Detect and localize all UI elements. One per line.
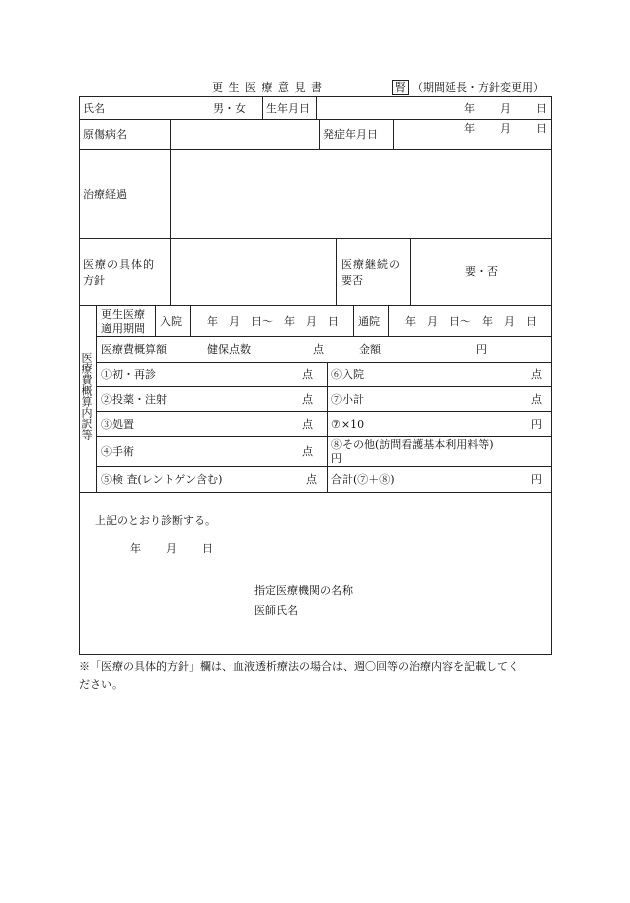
rule [262,96,263,119]
rule [96,305,97,492]
rule [410,238,411,305]
rule [96,336,552,337]
rule [96,411,552,412]
insurance-points-label: 健保点数 [207,343,251,356]
footer-day: 日 [202,542,213,555]
item-right-3: ⑦×10 [331,418,365,431]
rule [316,96,317,119]
period-label-2: 適用期間 [101,322,145,335]
rule [393,119,394,149]
gender-choice: 男・女 [213,102,246,115]
birth-month: 月 [500,102,511,115]
footer-year: 年 [130,542,141,555]
rule [353,305,354,336]
rule [327,362,328,492]
birth-year: 年 [464,102,475,115]
birthdate-label: 生年月日 [266,102,310,115]
rule [96,362,552,363]
points-unit: 点 [313,343,324,356]
treatment-plan-label-2: 方針 [83,274,105,287]
item-left-5: ⑤検 査(レントゲン含む) [101,473,223,486]
item-left-unit-3: 点 [302,418,313,431]
item-right-unit-4: 円 [331,452,342,465]
treatment-plan-label-1: 医療の具体的 [83,258,155,271]
inpatient-period: 年 月 日～ 年 月 日 [207,315,339,328]
continuation-label-1: 医療継続の [341,258,401,271]
onset-label: 発症年月日 [323,128,378,141]
item-left-unit-5: 点 [306,473,317,486]
yen-unit: 円 [476,343,487,356]
rule [319,119,320,149]
item-left-unit-1: 点 [302,368,313,381]
rule [79,492,552,493]
rule [388,305,389,336]
footer-month: 月 [166,542,177,555]
item-right-4: ⑧その他(訪問看護基本利用料等) [331,438,494,451]
item-left-4: ④手術 [101,445,134,458]
rule [79,149,552,150]
item-left-2: ②投薬・注射 [101,393,167,406]
estimate-label: 医療費概算額 [101,343,167,356]
rule [96,436,552,437]
disease-label: 原傷病名 [83,128,127,141]
note-line-1: ※「医療の具体的方針」欄は、血液透析療法の場合は、週〇回等の治療内容を記載してく [79,660,519,673]
institution-label: 指定医療機関の名称 [254,584,353,597]
item-right-5: 合計(⑦＋⑧) [331,473,395,486]
item-right-unit-3: 円 [531,418,542,431]
item-right-unit-2: 点 [531,393,542,406]
rule [336,238,337,305]
inpatient-label: 入院 [160,315,182,328]
rule [79,305,552,306]
rule [96,386,552,387]
onset-day: 日 [536,122,547,135]
rule [79,119,552,120]
continuation-choice: 要・否 [465,265,498,278]
treatment-history-label: 治療経過 [83,188,127,201]
diagnosis-statement: 上記のとおり診断する。 [95,514,216,527]
rule [190,305,191,336]
period-label-1: 更生医療 [101,308,145,321]
onset-month: 月 [500,122,511,135]
item-right-unit-1: 点 [531,368,542,381]
doctor-label: 医師氏名 [254,604,298,617]
form-subtitle: （期間延長・方針変更用） [412,81,544,94]
outpatient-period: 年 月 日～ 年 月 日 [405,315,537,328]
item-left-unit-4: 点 [302,445,313,458]
item-right-1: ⑥入院 [331,368,364,381]
item-right-unit-5: 円 [531,473,542,486]
kidney-badge: 腎 [392,80,409,95]
item-right-2: ⑦小計 [331,393,364,406]
rule [96,466,552,467]
outpatient-label: 通院 [358,315,380,328]
rule [79,238,552,239]
continuation-label-2: 要否 [341,274,363,287]
cost-breakdown-side-label: 医療費概算内訳等 [80,352,93,440]
form-title: 更 生 医 療 意 見 書 [212,81,323,94]
birth-day: 日 [536,102,547,115]
onset-year: 年 [464,122,475,135]
item-left-1: ①初・再診 [101,368,156,381]
amount-label: 金額 [359,343,381,356]
rule [170,119,171,305]
rule [155,305,156,336]
item-left-3: ③処置 [101,418,134,431]
note-line-2: ださい。 [79,678,123,691]
item-left-unit-2: 点 [302,393,313,406]
name-label: 氏名 [83,102,105,115]
